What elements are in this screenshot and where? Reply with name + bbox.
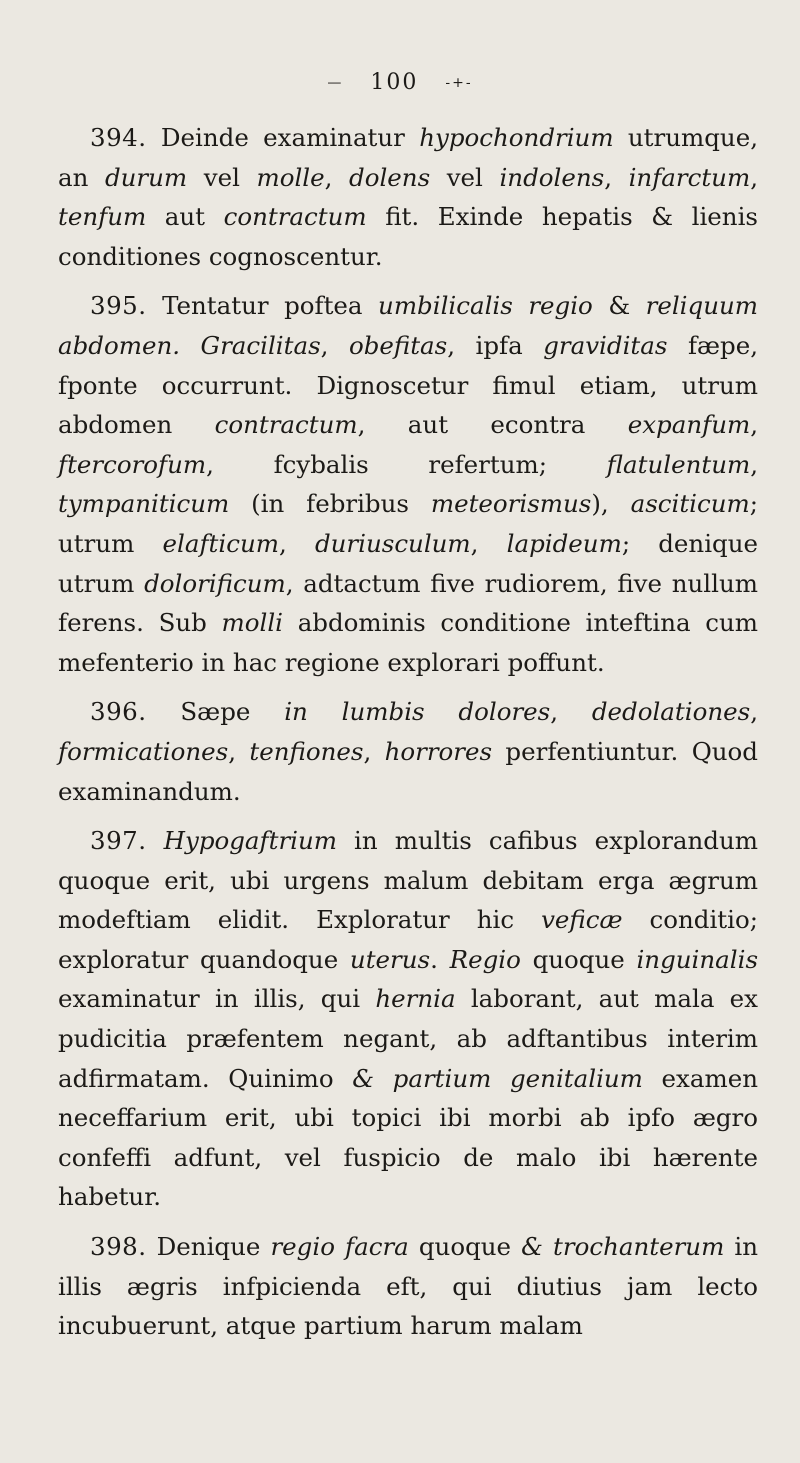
italic-term: asciticum — [630, 489, 750, 519]
text-run: quoque — [408, 1232, 522, 1262]
italic-term: dedolationes — [591, 697, 751, 727]
text-run: utrumque, an — [58, 123, 758, 192]
italic-term: horrores — [384, 736, 493, 766]
text-run: , — [320, 330, 349, 360]
italic-term: & partium genitalium — [352, 1063, 643, 1093]
text-run: , — [470, 528, 507, 558]
italic-term: infarctum — [628, 162, 751, 192]
text-run — [147, 826, 164, 855]
text-run: conditio; exploratur quandoque — [58, 905, 758, 974]
italic-term: Regio — [449, 944, 521, 974]
text-run: fæpe, fponte occurrunt. Dignoscetur fimul etiam, utrum abdomen — [58, 330, 759, 440]
paragraph-396 — [58, 692, 758, 811]
italic-term: reliquum abdomen. Gracilitas — [58, 291, 758, 360]
italic-term: veficæ — [541, 905, 623, 935]
italic-term: meteorismus — [430, 489, 592, 519]
text-run: in illis ægris infpicienda eft, qui diutius jam lecto incubuerunt, atque partium harum malam — [58, 1232, 759, 1341]
header-right-ornament: -+- — [445, 75, 473, 91]
italic-term: tympaniticum — [58, 489, 230, 519]
italic-term: & trochanterum — [521, 1232, 725, 1262]
text-run: quoque — [520, 944, 637, 974]
paragraph-395 — [58, 286, 758, 682]
text-run: abdominis conditione inteftina cum mefenterio in hac regione explorari poffunt. — [58, 608, 758, 677]
text-run: , — [550, 697, 592, 727]
text-run: Tentatur poftea — [146, 291, 379, 321]
italic-term: dolens — [349, 162, 431, 192]
text-run: in multis cafibus explorandum quoque erit, ubi urgens malum debitam erga ægrum modeftiam elidit. Exploratur hic — [58, 826, 758, 935]
text-run: laborant, aut mala ex pudicitia præfentem negant, ab adftantibus interim adfirmatam. Quinimo — [58, 984, 759, 1093]
italic-term: molle — [256, 162, 325, 192]
italic-term: tenfiones — [249, 736, 364, 766]
italic-term: durum — [104, 162, 188, 192]
italic-term: indolens — [499, 162, 605, 192]
paragraph-number: 395. — [90, 291, 147, 321]
italic-term: regio facra — [270, 1232, 409, 1262]
italic-term: graviditas — [543, 330, 668, 360]
italic-term: molli — [221, 608, 284, 638]
text-run: Denique — [146, 1232, 271, 1262]
italic-term: ftercorofum — [58, 449, 207, 479]
italic-term: dolorificum — [144, 568, 286, 598]
text-run: vel — [187, 162, 257, 192]
text-run: , — [228, 736, 250, 766]
italic-term: hypochondrium — [419, 123, 614, 152]
paragraph-398 — [58, 1227, 758, 1346]
header-left-ornament: — — [327, 75, 344, 91]
text-run: ; denique utrum — [58, 528, 759, 598]
page-header — [0, 70, 800, 95]
text-run: ; utrum — [58, 489, 759, 558]
text-run: , — [750, 449, 758, 479]
page-body — [58, 118, 758, 1356]
text-run: , adtactum five rudiorem, five nullum ferens. Sub — [58, 568, 758, 638]
text-run: , fcybalis refertum; — [206, 449, 607, 479]
text-run: perfentiuntur. Quod examinandum. — [58, 736, 758, 806]
italic-term: contractum — [223, 202, 367, 232]
paragraph-394 — [58, 118, 758, 276]
paragraph-number: 396. — [90, 697, 147, 727]
italic-term: lapideum — [506, 528, 622, 558]
paragraph-number: 398. — [90, 1232, 147, 1262]
text-run: ), — [591, 489, 631, 519]
text-run: fit. Exinde hepatis & lienis conditiones cognoscentur. — [58, 202, 758, 271]
text-run: , — [278, 528, 315, 558]
text-run: Deinde examinatur — [146, 123, 420, 152]
text-run: examinatur in illis, qui — [58, 984, 376, 1014]
text-run: vel — [430, 162, 500, 192]
italic-term: elafticum — [162, 528, 279, 558]
text-run: , — [750, 410, 758, 440]
text-run: examen neceffarium erit, ubi topici ibi morbi ab ipfo ægro confeffi adfunt, vel fuspicio de malo ibi hærente habetur. — [58, 1063, 758, 1212]
text-run: . — [430, 944, 450, 974]
italic-term: hernia — [375, 984, 456, 1014]
italic-term: umbilicalis regio — [378, 291, 593, 321]
text-run: , — [750, 162, 758, 192]
paragraph-number: 397. — [90, 826, 147, 856]
italic-term: Hypogaftrium — [163, 826, 338, 856]
text-run: , — [324, 162, 350, 192]
text-run: , — [750, 697, 758, 727]
text-run: (in febribus — [229, 489, 431, 519]
text-run: Sæpe — [146, 697, 285, 727]
paragraph-397 — [58, 821, 758, 1217]
italic-term: in lumbis dolores — [284, 697, 551, 727]
text-run: , — [363, 736, 385, 766]
italic-term: obefitas — [348, 330, 448, 360]
text-run: , ipfa — [447, 330, 544, 360]
text-run: aut — [146, 202, 224, 232]
italic-term: flatulentum — [606, 449, 751, 479]
paragraph-number: 394. — [90, 123, 147, 152]
page-number: 100 — [370, 70, 419, 95]
italic-term: duriusculum — [314, 528, 471, 558]
italic-term: inguinalis — [636, 944, 759, 974]
italic-term: formicationes — [58, 736, 229, 766]
italic-term: uterus — [349, 944, 431, 974]
italic-term: expanfum — [627, 410, 751, 440]
italic-term: contractum — [214, 410, 358, 440]
italic-term: tenfum — [58, 202, 147, 232]
text-run: , aut econtra — [357, 410, 628, 440]
text-run: & — [592, 291, 646, 321]
text-run: , — [604, 162, 629, 192]
